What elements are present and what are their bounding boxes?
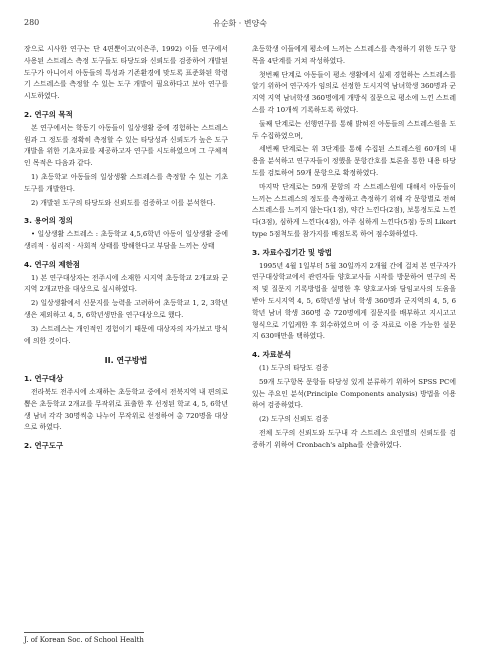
paragraph: (1) 도구의 타당도 검증 — [259, 363, 329, 372]
page-number: 280 — [24, 18, 40, 27]
paragraph: 1995년 4월 1일부터 5월 30일까지 2개월 간에 걸쳐 본 연구자가 연구대상학교에서 관련자들 양호교사들 시작를 방문하여 연구의 목적 및 질문지 기록방법을 설명한 후 양호교사와 담임교사의 도움을 받아 도시지역 4, 5, 6학년생 남녀 학생 360명과 군지역의 4, 5, 6학년 남녀 학생 360명 총 720명에게 질문지를 배부하고 지시고고 형식으로 기입케한 후 회수하였으며 이 중 자료로 이용 가능한 설문지 630매만을 택하였다. — [252, 261, 456, 341]
paragraph: 1) 본 연구대상자는 전주시에 소재한 시지역 초등학교 2개교와 군지역 2개교만을 대상으로 실시하였다. — [24, 273, 228, 294]
paragraph: 초등학생 이들에게 평소에 느끼는 스트레스를 측정하기 위한 도구 항목을 4단계를 거쳐 작성하였다. — [252, 45, 456, 65]
paragraph: 둘째 단계로는 선행연구를 통해 밝혀진 아동들의 스트레스원을 도두 수집하였으며, — [252, 119, 456, 140]
paragraph: 59개 도구항목 문항들 타당성 있게 분류하기 위하여 SPSS PC에 있는 주요인 분석(Principle Components analysis) 방법을 이용하여 검증하였다. — [252, 377, 456, 410]
paragraph: 1) 초등학교 아동들의 일상생활 스트레스를 측정할 수 있는 기초 도구를 개발한다. — [24, 172, 228, 193]
section-heading: II. 연구방법 — [104, 356, 148, 366]
paragraph: 첫번째 단계로 아동들이 평소 생활에서 실제 경험하는 스트레스를 알기 위하여 연구자가 임의로 선정한 도시지역 남녀학생 360명과 군지역 지역 남녀학생 360명에게 개방식 질문으로 평소에 느낀 스트레스를 각 10개씩 기록하도록 하였다. — [252, 70, 456, 114]
left-column — [24, 44, 228, 454]
paragraph: 장으로 시사한 연구는 단 4편뿐이고(이은주, 1992) 이들 연구에서 사용된 스트레스 측정 도구들도 타당도와 신뢰도를 검증하여 개발된 도구가 아니어서 아동들의 특성과 기존환경에 맞도록 표준화된 학령기 스트레스를 측정할 수 있는 도구 개발이 필요하다고 보아 연구를 시도하였다. — [24, 45, 228, 101]
paragraph: 전라북도 전주시에 소재하는 초등학교 중에서 전북지역 내 편의로 뽑은 초등학교 2개교를 무작위로 표출한 후 선정된 학교 4, 5, 6학년생 남녀 각각 30명씩총 나누어 무작위로 선정하여 총 720명을 대상으로 하였다. — [24, 387, 228, 432]
paragraph: 2) 개발된 도구의 타당도와 신뢰도를 검증하고 이를 분석한다. — [31, 198, 216, 207]
paragraph: • 일상생활 스트레스 : 초등학교 4,5,6학년 아동이 일상생활 중에 생리적 · 심리적 · 사회적 상태를 방해한다고 부담을 느끼는 상태 — [24, 230, 228, 250]
paragraph: (2) 도구의 신뢰도 검증 — [259, 415, 329, 424]
subsection-heading: 2. 연구도구 — [24, 441, 64, 451]
paragraph: 마지막 단계로는 59개 문항의 각 스트레스원에 대해서 아동들이 느끼는 스트레스의 정도를 측정하고 측정하기 위해 각 문항별로 전혀 스트레스를 느끼지 않는다(1점), 약간 느낀다(2점), 보통정도로 느낀다(3점), 심하게 느낀다(4점), 아주 심하게 느낀다(5점) 등의 Likert type 5점척도를 참가지를 배점도록 하여 점수화하였다. — [252, 182, 456, 238]
page-header — [24, 18, 456, 32]
subsection-heading: 4. 자료분석 — [252, 350, 292, 360]
right-column — [252, 44, 456, 454]
running-head: 유순화 · 변양숙 — [213, 19, 267, 28]
subsection-heading: 4. 연구의 제한점 — [24, 259, 80, 269]
paragraph: 본 연구에서는 학동기 아동들이 일상생활 중에 경험하는 스트레스원과 그 정도를 정확히 측정할 수 있는 타당성과 신뢰도가 높은 도구개발을 위한 기초자료를 제공하고자 연구를 시도하였으며 그 구체적인 목적은 다음과 같다. — [24, 123, 228, 168]
subsection-heading: 2. 연구의 목적 — [24, 109, 73, 119]
journal-footer: J. of Korean Soc. of School Health — [24, 636, 144, 644]
paragraph: 전체 도구의 신뢰도와 도구내 각 스트레스 요인별의 신뢰도를 검증하기 위하여 Cronbach's alpha를 산출하였다. — [252, 428, 456, 449]
paragraph: 2) 일상생활에서 신문지를 능력을 고려하여 초등학교 1, 2, 3학년생은 제외하고 4, 5, 6학년생만을 연구대상으로 했다. — [24, 299, 228, 319]
subsection-heading: 1. 연구대상 — [24, 374, 64, 384]
paragraph: 3) 스트레스는 개인적인 경험이기 때문에 대상자의 자가보고 방식에 의한 것이다. — [24, 324, 228, 345]
subsection-heading: 3. 용어의 정의 — [24, 216, 73, 226]
subsection-heading: 3. 자료수집기간 및 방법 — [252, 247, 332, 257]
footer-rule — [24, 632, 144, 633]
paragraph: 세번째 단계로는 위 3단계를 통해 수집된 스트레스원 60개의 내용을 분석하고 연구자들이 정했을 문항간호를 토론을 통한 내용 타당도를 검토하여 59개 문항으로 확정하였다. — [252, 145, 456, 177]
